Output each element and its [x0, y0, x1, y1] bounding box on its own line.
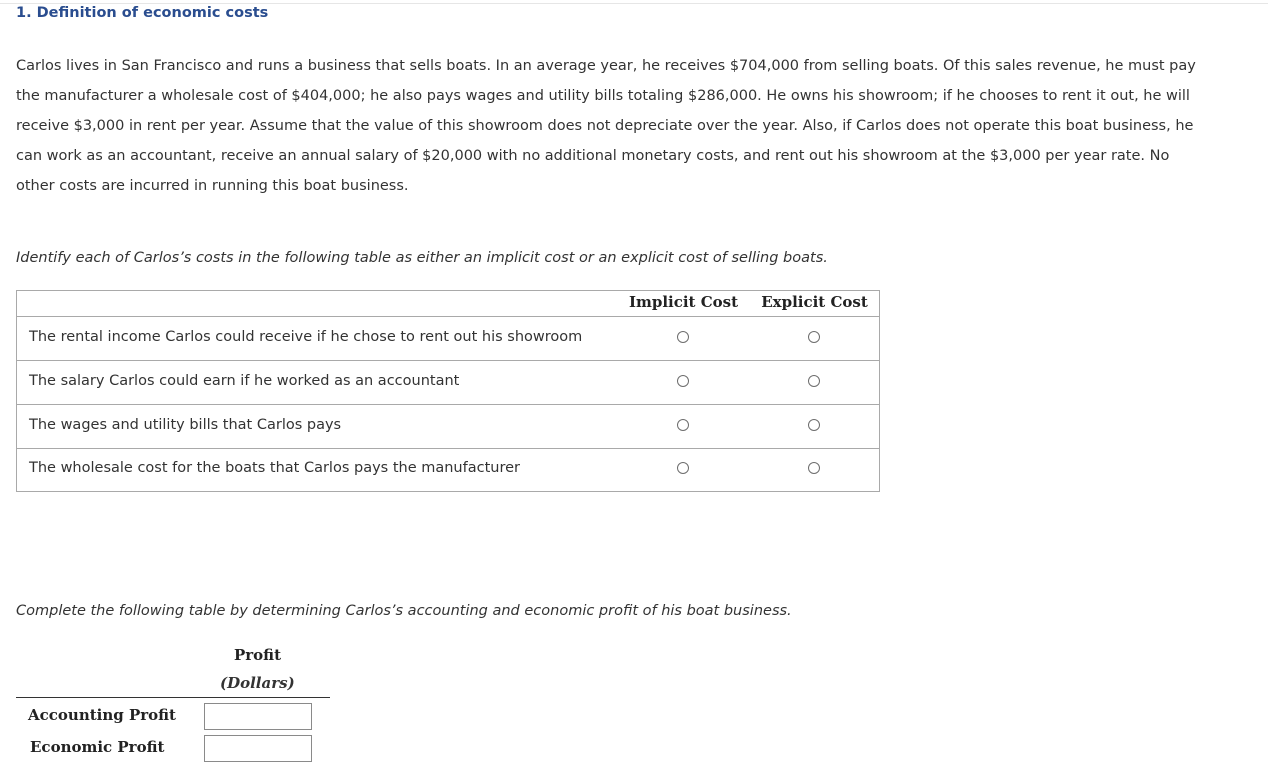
row-label: The wholesale cost for the boats that Carlos pays the manufacturer — [29, 460, 520, 476]
profit-column-unit: (Dollars) — [220, 674, 295, 692]
economic-profit-input[interactable] — [204, 735, 312, 762]
table-row — [17, 361, 879, 405]
table-row — [17, 317, 879, 361]
implicit-cost-header: Implicit Cost — [628, 293, 739, 311]
accounting-profit-input[interactable] — [204, 703, 312, 730]
explicit-radio-button[interactable] — [808, 462, 820, 474]
implicit-radio-button[interactable] — [677, 375, 689, 387]
cost-table-instruction: Identify each of Carlos’s costs in the following table as either an implicit cost or an explicit cost of selling boats. — [16, 250, 828, 266]
scenario-paragraph: Carlos lives in San Francisco and runs a business that sells boats. In an average year, he receives $704,000 from selling boats. Of this sales revenue, he must pay the manufacturer a wholesale cost of $404,000; he also pays wages and utility bills totaling $286,000. He owns his showroom; if he chooses to rent it out, he will receive $3,000 in rent per year. Assume that the value of this showroom does not depreciate over the year. Also, if Carlos does not operate this boat business, he can work as an accountant, receive an annual salary of $20,000 with no additional monetary costs, and rent out his showroom at the $3,000 per year rate. No other costs are incurred in running this boat business. — [16, 58, 1196, 194]
cost-classification-table — [16, 290, 880, 492]
cost-table-header — [17, 291, 879, 317]
top-divider — [0, 3, 1268, 4]
profit-table-rule — [16, 697, 330, 698]
implicit-radio-button[interactable] — [677, 419, 689, 431]
row-label: The salary Carlos could earn if he worked as an accountant — [29, 373, 460, 389]
table-row — [17, 448, 879, 491]
explicit-radio-button[interactable] — [808, 375, 820, 387]
implicit-radio-button[interactable] — [677, 331, 689, 343]
profit-table-instruction: Complete the following table by determining Carlos’s accounting and economic profit of his boat business. — [16, 603, 792, 619]
implicit-radio-button[interactable] — [677, 462, 689, 474]
explicit-radio-button[interactable] — [808, 419, 820, 431]
explicit-radio-button[interactable] — [808, 331, 820, 343]
row-label: The wages and utility bills that Carlos pays — [29, 417, 342, 433]
economic-profit-label: Economic Profit — [30, 738, 165, 756]
profit-column-header: Profit — [234, 646, 282, 664]
section-title: 1. Definition of economic costs — [16, 5, 269, 21]
explicit-cost-header: Explicit Cost — [761, 293, 868, 311]
accounting-profit-label: Accounting Profit — [28, 706, 176, 724]
table-row — [17, 405, 879, 449]
row-label: The rental income Carlos could receive if he chose to rent out his showroom — [29, 329, 583, 345]
